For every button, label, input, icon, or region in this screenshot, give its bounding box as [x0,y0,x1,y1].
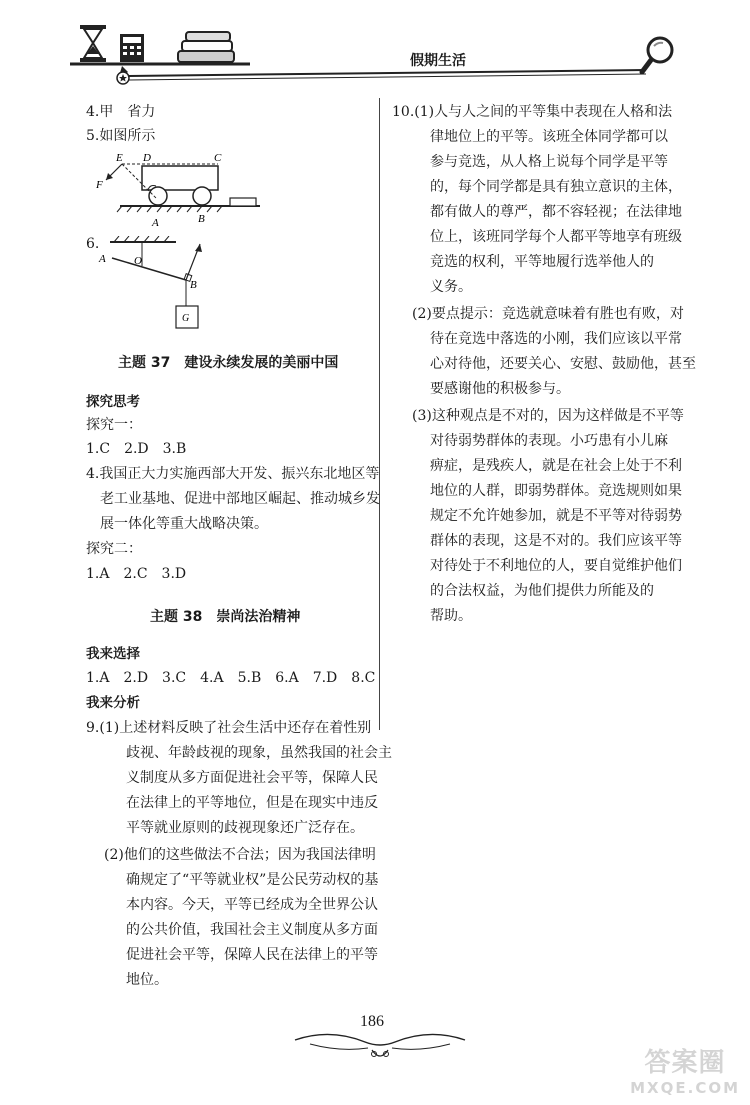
q10-part1-line-3: 参与竞选，从人格上说每个同学是平等 [430,154,668,170]
q10-part3-line-1: (3)这种观点是不对的，因为这样做是不平等 [412,408,684,424]
section-analysis: 我来分析 [86,695,140,711]
q9-part1-line-1: 9.(1)上述材料反映了社会生活中还存在着性别 [86,720,372,736]
lever-weight-figure [96,236,226,336]
q9-part1-line-3: 义制度从多方面促进社会平等，保障人民 [126,770,378,786]
calculator-icon [120,34,144,62]
explore-q4-line-1: 4.我国正大力实施西部大开发、振兴东北地区等 [86,466,380,482]
q10-part2-line-1: (2)要点提示：竞选就意味着有胜也有败，对 [412,306,684,322]
q10-part3-line-7: 对待处于不利地位的人，要自觉维护他们 [430,558,682,574]
label-A: A [152,217,159,229]
q10-part2-line-2: 待在竞选中落选的小刚，我们应该以平常 [430,331,682,347]
topic-38-title: 主题 38 崇尚法治精神 [150,609,301,625]
q10-part3-line-5: 规定不允许她参加，就是不平等对待弱势 [430,508,682,524]
explore-two-label: 探究二： [86,541,142,557]
q10-part1-line-1: 10.(1)人与人之间的平等集中表现在人格和法 [392,104,673,120]
q9-part2-line-4: 的公共价值，我国社会主义制度从多方面 [126,922,378,938]
q9-part2-line-6: 地位。 [126,972,168,988]
q9-part2-line-2: 确规定了“平等就业权”是公民劳动权的基 [126,872,379,888]
section-explore-think: 探究思考 [86,394,140,410]
q10-part3-line-9: 帮助。 [430,608,472,624]
choice-answers: 1.A 2.D 3.C 4.A 5.B 6.A 7.D 8.C [86,670,376,686]
q9-part1-line-5: 平等就业原则的歧视现象还广泛存在。 [126,820,364,836]
label-D: D [143,152,151,164]
lever-cart-figure [90,148,260,230]
label-G-fig6: G [182,313,190,324]
header-title: 假期生活 [410,53,466,69]
q10-part3-line-2: 对待弱势群体的表现。小巧患有小儿麻 [430,433,668,449]
label-B: B [198,213,205,225]
label-O-fig6: O [134,255,142,267]
section-choice: 我来选择 [86,646,140,662]
explore-q4-line-3: 展一体化等重大战略决策。 [100,516,268,532]
explore-q4-line-2: 老工业基地、促进中部地区崛起、推动城乡发 [100,491,380,507]
q10-part1-line-6: 位上，该班同学每个人都平等地享有班级 [430,229,682,245]
q10-part1-line-5: 都有做人的尊严，都不容轻视；在法律地 [430,204,682,220]
q10-part3-line-6: 群体的表现，这是不对的。我们应该平等 [430,533,682,549]
q9-part1-line-4: 在法律上的平等地位，但是在现实中违反 [126,795,378,811]
q9-part2-line-5: 促进社会平等，保障人民在法律上的平等 [126,947,378,963]
watermark-line-2: MXQE.COM [630,1079,740,1097]
answer-q5: 5.如图所示 [86,128,156,144]
explore-one-answers: 1.C 2.D 3.B [86,441,187,457]
q9-part2-line-1: (2)他们的这些做法不合法；因为我国法律明 [104,847,376,863]
hourglass-icon [80,25,106,62]
label-E: E [116,152,123,164]
label-F: F [96,179,103,191]
q10-part2-line-3: 心对待他，还要关心、安慰、鼓励他，甚至 [430,356,696,372]
label-B-fig6: B [190,279,197,291]
q9-part1-line-2: 歧视、年龄歧视的现象，虽然我国的社会主 [126,745,392,761]
label-A-fig6: A [99,253,106,265]
magnifier-icon [642,38,672,72]
q10-part1-line-7: 竞选的权利，平等地履行选举他人的 [430,254,654,270]
explore-two-answers: 1.A 2.C 3.D [86,566,187,582]
q10-part3-line-3: 痹症，是残疾人，就是在社会上处于不利 [430,458,682,474]
page-number: 186 [360,1013,384,1030]
books-icon [178,32,234,62]
q10-part3-line-4: 地位的人群，即弱势群体。竞选规则如果 [430,483,682,499]
watermark-line-1: 答案圈 [644,1048,726,1078]
site-watermark [630,1042,740,1097]
q10-part3-line-8: 的合法权益，为他们提供力所能及的 [430,583,654,599]
q10-part1-line-8: 义务。 [430,279,472,295]
header-decoration [60,10,690,100]
q10-part1-line-4: 的，每个同学都是具有独立意识的主体， [430,179,682,195]
q10-part1-line-2: 律地位上的平等。该班全体同学都可以 [430,129,668,145]
answer-q4: 4.甲 省力 [86,104,156,120]
label-C: C [214,152,222,164]
q10-part2-line-4: 要感谢他的积极参与。 [430,381,570,397]
topic-37-title: 主题 37 建设永续发展的美丽中国 [118,355,339,371]
explore-one-label: 探究一： [86,417,142,433]
column-divider [379,98,380,730]
q9-part2-line-3: 本内容。今天，平等已经成为全世界公认 [126,897,378,913]
answer-q6: 6. [86,236,100,252]
